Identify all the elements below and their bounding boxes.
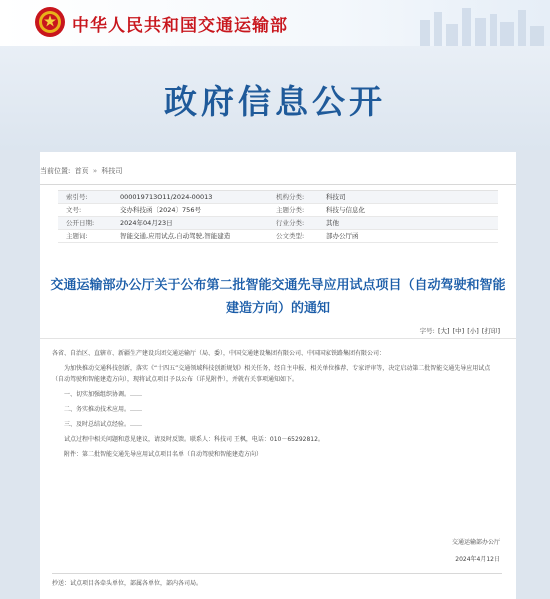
divider [40, 184, 516, 185]
meta-value: 交办科技函〔2024〕756号 [120, 206, 201, 214]
breadcrumb-separator: » [92, 167, 98, 175]
attachment-link[interactable]: 附件：第二批智能交通先导应用试点项目名单（自动驾驶和智能建造方向） [64, 451, 263, 458]
breadcrumb-home-link[interactable]: 首页 [74, 167, 89, 175]
meta-value: 2024年04月23日 [120, 219, 173, 227]
body-paragraph: 各省、自治区、直辖市、新疆生产建设兵团交通运输厅（局、委），中国交通建设集团有限公司、中国国家铁路集团有限公司： [52, 350, 386, 357]
meta-key: 文号: [66, 206, 82, 214]
body-paragraph: 一、切实加强组织协调。…… [64, 391, 143, 398]
signature: 交通运输部办公厅 [451, 539, 500, 546]
meta-key: 公文类型: [276, 232, 305, 240]
print-button[interactable]: [打印] [481, 327, 500, 335]
meta-value: 科技与信息化 [326, 206, 365, 214]
article-body [52, 348, 502, 464]
issue-date: 2024年4月12日 [455, 556, 500, 563]
meta-key: 行业分类: [276, 219, 305, 227]
meta-key: 公开日期: [66, 219, 95, 227]
divider [40, 338, 516, 339]
body-paragraph: 三、及时总结试点经验。…… [64, 421, 143, 428]
cc-line: 抄送：试点项目各牵头单位，部属各单位，部内各司局。 [52, 573, 502, 587]
meta-key: 索引号: [66, 193, 88, 201]
meta-key: 主题词: [66, 232, 88, 240]
metadata-row [58, 230, 498, 243]
breadcrumb [40, 166, 516, 184]
metadata-row [58, 204, 498, 217]
meta-value: 部办公厅函 [326, 232, 359, 240]
city-skyline-decoration [350, 0, 550, 46]
meta-key: 机构分类: [276, 193, 305, 201]
meta-value: 000019713O11/2024-00013 [120, 193, 213, 201]
meta-key: 主题分类: [276, 206, 305, 214]
font-size-small-button[interactable]: [小] [467, 327, 479, 335]
body-paragraph: 试点过程中相关问题和意见建议，请及时反馈。联系人：科技司 王枫，电话：010－65292812。 [64, 436, 324, 443]
body-paragraph: 为加快推动交通科技创新，落实《“十四五”交通领域科技创新规划》相关任务，经自主申报、相关单位推荐、专家评审等，决定启动第二批智能交通先导应用试点（自动驾驶和智能建造方向），现将试点项目予以公布（详见附件），并就有关事项通知如下。 [52, 365, 491, 383]
metadata-table [58, 190, 498, 243]
breadcrumb-label: 当前位置: [40, 167, 71, 175]
breadcrumb-current-link[interactable]: 科技司 [101, 167, 123, 175]
meta-value: 智能交通,应用试点,自动驾驶,智能建造 [120, 232, 231, 240]
font-size-label: 字号: [419, 327, 435, 335]
banner [0, 46, 550, 150]
signature-block [452, 534, 500, 568]
body-paragraph: 二、务实推动技术应用。…… [64, 406, 143, 413]
font-size-controls [420, 326, 500, 335]
meta-value: 其他 [326, 219, 339, 227]
metadata-row [58, 191, 498, 204]
meta-value: 科技司 [326, 193, 346, 201]
banner-title: 政府信息公开 [164, 82, 386, 121]
top-header [0, 0, 550, 46]
site-name[interactable]: 中华人民共和国交通运输部 [72, 16, 288, 36]
article-title: 交通运输部办公厅关于公布第二批智能交通先导应用试点项目（自动驾驶和智能建造方向）的通知 [50, 278, 506, 316]
metadata-row [58, 217, 498, 230]
content-card [40, 152, 516, 599]
font-size-large-button[interactable]: [大] [437, 327, 450, 335]
font-size-medium-button[interactable]: [中] [452, 327, 465, 335]
national-emblem-icon [34, 6, 66, 38]
